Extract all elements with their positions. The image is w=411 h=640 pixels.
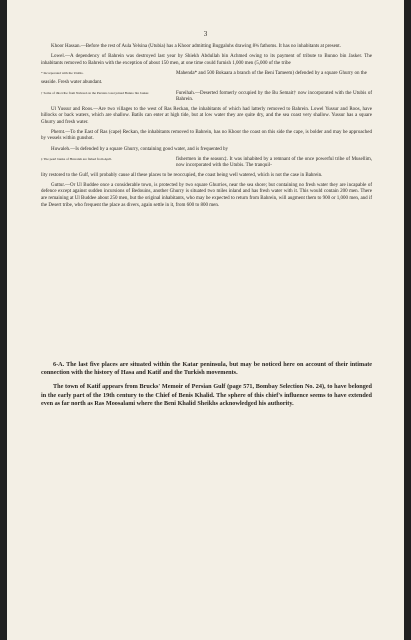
- paragraph-lowel-continued: Mahenda* and 500 Bokaara a branch of the Beni Tameem) defended by a square Ghurry on the: [176, 70, 367, 76]
- note-row-3: [41, 157, 372, 170]
- note-row-1: [41, 71, 372, 78]
- paragraph-katif: The town of Katif appears from Brucks' Memoir of Persian Gulf (page 571, Bombay Selection No. 24), to have belonged in the early part of the 19th century to the Chief of Benis Khalid. The sphere of this chief's influence seems to have extended even as far north as Ras Moosalami where the Beni Khalid Sheikhs acknowledged his authority.: [41, 383, 372, 407]
- page-number: 3: [203, 30, 208, 38]
- paragraph-ul-yussur: Ul Yussur and Roos.—Are two villages to the west of Ras Reckan, the inhabitants of which had latterly removed to Bahrein. Lowel Yussur and Roos, have hillocks or back waters, which are shallow. Batils can enter at high tide, but at low water they are quite dry, and the sea coast very shallow. Yussur has a square Ghurry and fresh water.: [41, 106, 372, 125]
- report-body: [41, 44, 372, 213]
- footnote-naboud: † Some of this tribe from Naboud on the Persian coast joined Bunno bin Jasker.: [41, 90, 150, 95]
- paragraph-lowel-end: seaside. Fresh water abundant.: [41, 80, 103, 86]
- note-row-2: [41, 91, 372, 104]
- paragraph-guttur: Guttur.—Or Ul Buddee once a considerable town, is protected by two square Ghurries, near the sea shore; but containing no fresh water they are incapable of defence except against sudden incursions of Bedouins, another Ghurry is situated two miles inland and has fresh water with it. This would contain 200 men. There are remaining at Ul Buddee about 250 men, but the original inhabitants, who may be expected to return from Bahrein, will augment them to 900 or 1,000 men, and if the Desert tribe, who frequent the place as divers, again settle in it, from 600 to 800 men.: [41, 182, 372, 208]
- paragraph-huwaleh-end: lity restored to the Gulf, will probably cause all these places to be reoccupied, the coast being well watered, which is not the case in Bahrein.: [41, 172, 323, 178]
- paragraph-khoor-hassan: Khoor Hassan.—Before the rest of Aula Yelsina (Utubia) has a Khoor admitting Buggaluhs drawing 8¾ fathoms. It has no inhabitants at present.: [51, 44, 341, 49]
- paragraph-lowel: Lowel.—A dependency of Bahrein was destroyed last year by Shiekh Abdullah bin Achmed owing to its payment of tribute to Bunno bin Jasker. The inhabitants removed to Bahrein with the exception of about 150 men, at one time could furnish 1,000 men (5,000 of the tribe: [41, 54, 372, 66]
- main-text: [41, 361, 372, 414]
- document-page: [7, 0, 404, 640]
- footnote-pearl-banks: ‡ The pearl banks of Huwaleh are fished from April.: [41, 156, 113, 161]
- paragraph-huwaleh-continued: fishermen in the season‡. It was inhabited by a remnant of the once powerful tribe of Musellim, now incorporated with the Utubis. The tranquil-: [176, 156, 372, 169]
- paragraph-huwaleh: Huwaleh.—Is defended by a square Ghurry, containing good water, and is frequented by: [51, 146, 229, 152]
- paragraph-6a: 6-A. The last five places are situated within the Katar peninsula, but may be noticed here on account of their intimate connection with the history of Hasa and Katif and the Turkish movements.: [41, 361, 372, 377]
- paragraph-fureihah: Fureihah.—Deserted formerly occupied by the Bu Semait† now incorporated with the Utubis of Bahrein.: [176, 90, 372, 103]
- footnote-utubis: * Incorporated with the Utubis.: [41, 70, 84, 75]
- paragraph-phernt: Phernt.—To the East of Ras (cape) Reckan, the inhabitants removed to Bahrein, has no Khoor the coast on this side the cape, is bolder and may be approached by vessels within gunshot.: [41, 129, 372, 142]
